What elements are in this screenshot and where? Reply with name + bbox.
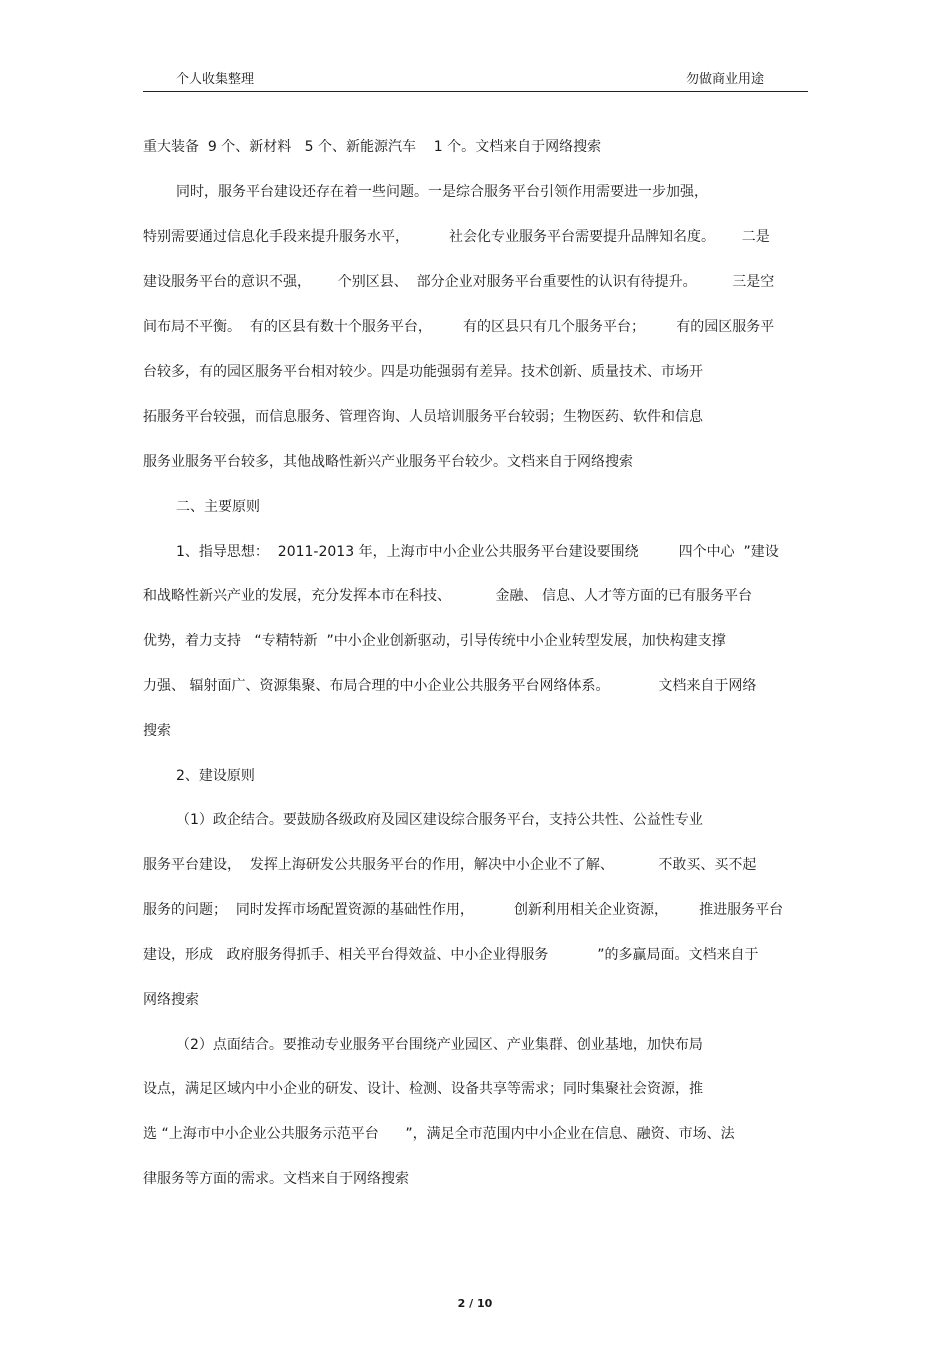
body-line: 设点，满足区域内中小企业的研发、设计、检测、设备共享等需求；同时集聚社会资源，推 — [143, 1081, 703, 1097]
body-line: 同时，服务平台建设还存在着一些问题。一是综合服务平台引领作用需要进一步加强， — [176, 184, 708, 200]
header-divider — [143, 91, 808, 92]
body-line: 选 “上海市中小企业公共服务示范平台 ”，满足全市范围内中小企业在信息、融资、市场、法 — [143, 1126, 735, 1142]
body-line: 重大装备 9 个、新材料 5 个、新能源汽车 1 个。文档来自于网络搜索 — [143, 139, 602, 155]
body-line: 优势，着力支持 “专精特新 ”中小企业创新驱动，引导传统中小企业转型发展，加快构建支撑 — [143, 633, 726, 649]
header-right-text: 勿做商业用途 — [686, 72, 765, 87]
body-line: 台较多，有的园区服务平台相对较少。四是功能强弱有差异。技术创新、质量技术、市场开 — [143, 364, 703, 380]
section-heading: 2、建设原则 — [176, 768, 255, 784]
body-line: 律服务等方面的需求。文档来自于网络搜索 — [143, 1171, 409, 1187]
body-line: （2）点面结合。要推动专业服务平台围绕产业园区、产业集群、创业基地，加快布局 — [176, 1037, 703, 1053]
body-line: （1）政企结合。要鼓励各级政府及园区建设综合服务平台，支持公共性、公益性专业 — [176, 812, 703, 828]
body-line: 间布局不平衡。 有的区县有数十个服务平台， 有的区县只有几个服务平台； 有的园区服务平 — [143, 319, 775, 335]
section-heading: 二、主要原则 — [176, 499, 260, 515]
body-line: 力强、 辐射面广、资源集聚、布局合理的中小企业公共服务平台网络体系。 文档来自于网络 — [143, 678, 757, 694]
body-line: 建设，形成 政府服务得抓手、相关平台得效益、中小企业得服务 ”的多赢局面。文档来自于 — [143, 947, 759, 963]
body-line: 服务业服务平台较多，其他战略性新兴产业服务平台较少。文档来自于网络搜索 — [143, 454, 633, 470]
body-line: 服务的问题； 同时发挥市场配置资源的基础性作用， 创新利用相关企业资源， 推进服务平台 — [143, 902, 784, 918]
body-line: 搜索 — [143, 723, 171, 739]
body-line: 网络搜索 — [143, 992, 199, 1008]
body-line: 服务平台建设， 发挥上海研发公共服务平台的作用，解决中小企业不了解、 不敢买、买不起 — [143, 857, 757, 873]
body-line: 1、指导思想： 2011-2013 年，上海市中小企业公共服务平台建设要围绕 四个中心 ”建设 — [176, 544, 779, 560]
body-line: 和战略性新兴产业的发展，充分发挥本市在科技、 金融、 信息、人才等方面的已有服务平台 — [143, 588, 752, 604]
header-left-text: 个人收集整理 — [176, 72, 255, 87]
body-line: 拓服务平台较强，而信息服务、管理咨询、人员培训服务平台较弱；生物医药、软件和信息 — [143, 409, 703, 425]
body-line: 特别需要通过信息化手段来提升服务水平， 社会化专业服务平台需要提升品牌知名度。 二是 — [143, 229, 770, 245]
body-line: 建设服务平台的意识不强， 个别区县、 部分企业对服务平台重要性的认识有待提升。 三是空 — [143, 274, 775, 290]
page-number: 2 / 10 — [457, 1297, 493, 1310]
